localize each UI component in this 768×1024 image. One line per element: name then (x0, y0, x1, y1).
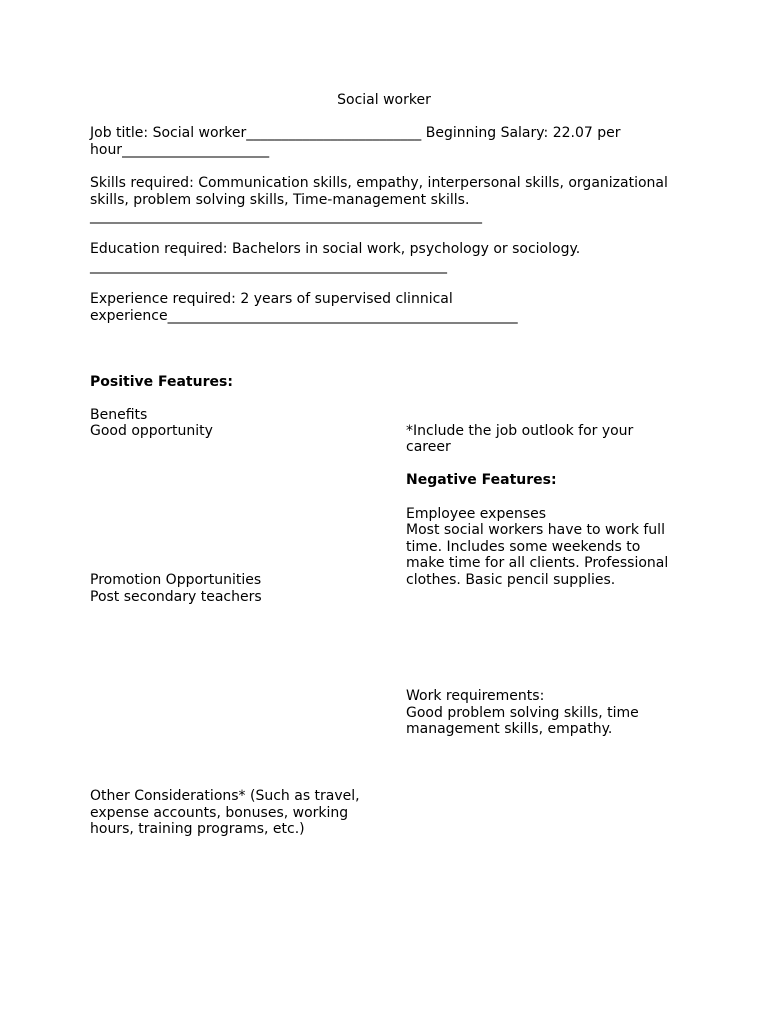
job-outlook-note: *Include the job outlook for your career (406, 422, 634, 456)
negative-features-heading: Negative Features: (406, 472, 557, 489)
experience-required: Experience required: 2 years of supervised clinnical experience__________________________________________________ (90, 291, 518, 324)
negative-features-list: Employee expenses Most social workers have to work full time. Includes some weekends to make time for all clients. Professional clothes. Basic pencil supplies. (406, 505, 669, 588)
other-considerations: Other Considerations* (Such as travel, expense accounts, bonuses, working hours, training programs, etc.) (90, 788, 360, 838)
positive-features-heading: Positive Features: (90, 373, 233, 390)
negative-features-section (406, 406, 706, 589)
document-title: Social worker (337, 92, 431, 108)
promotion-opportunities: Promotion Opportunities Post secondary teachers (90, 572, 262, 605)
skills-required: Skills required: Communication skills, empathy, interpersonal skills, organizational skills, problem solving skills, Time-management skills. ________________________________________________________ (90, 175, 668, 225)
education-required: Education required: Bachelors in social work, psychology or sociology. ___________________________________________________ (90, 241, 581, 274)
positive-features-section (90, 357, 390, 440)
positive-features-list: Benefits Good opportunity (90, 406, 213, 440)
job-title-line: Job title: Social worker_________________________ Beginning Salary: 22.07 per hour_____________________ (90, 125, 621, 158)
work-requirements: Work requirements: Good problem solving skills, time management skills, empathy. (406, 688, 639, 738)
